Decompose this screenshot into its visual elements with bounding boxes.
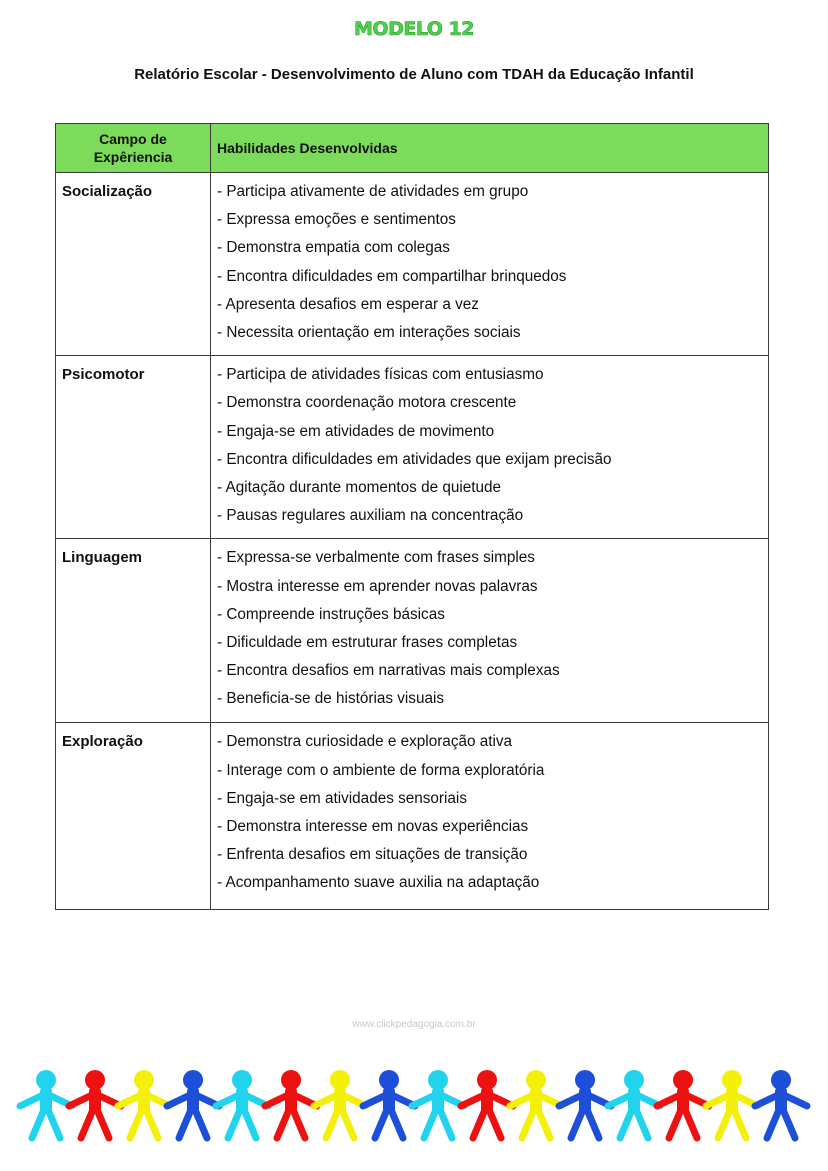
header-skills: Habilidades Desenvolvidas — [211, 124, 769, 173]
skill-item: - Demonstra interesse em novas experiências — [217, 818, 529, 836]
skill-item: - Demonstra curiosidade e exploração ativa — [217, 733, 513, 751]
skill-item: - Mostra interesse em aprender novas palavras — [217, 577, 538, 595]
person-figure-icon — [608, 1070, 660, 1138]
field-name: Psicomotor — [56, 356, 211, 539]
person-figure-icon — [755, 1070, 807, 1138]
person-figure-icon — [559, 1070, 611, 1138]
skill-item: - Engaja-se em atividades sensoriais — [217, 789, 467, 807]
table-row — [56, 356, 769, 539]
skill-item: - Interage com o ambiente de forma exploratória — [217, 761, 545, 779]
person-figure-icon — [657, 1070, 709, 1138]
person-figure-icon — [216, 1070, 268, 1138]
person-figure-icon — [167, 1070, 219, 1138]
skill-item: - Enfrenta desafios em situações de transição — [217, 846, 528, 864]
skills-cell — [211, 539, 769, 723]
skill-item: - Encontra dificuldades em compartilhar brinquedos — [217, 267, 567, 285]
header-field: Campo de Expêriencia — [56, 124, 211, 173]
person-figure-icon — [20, 1070, 72, 1138]
field-name: Exploração — [56, 723, 211, 910]
person-figure-icon — [461, 1070, 513, 1138]
skills-cell — [211, 173, 769, 356]
skills-cell — [211, 356, 769, 539]
skill-item: - Encontra dificuldades em atividades que exijam precisão — [217, 450, 612, 468]
document-title: Relatório Escolar - Desenvolvimento de Aluno com TDAH da Educação Infantil — [134, 66, 694, 83]
skill-item: - Encontra desafios em narrativas mais complexas — [217, 662, 560, 680]
skill-item: - Demonstra empatia com colegas — [217, 239, 450, 257]
person-figure-icon — [265, 1070, 317, 1138]
person-figure-icon — [69, 1070, 121, 1138]
field-name: Socialização — [56, 173, 211, 356]
table-row — [56, 539, 769, 723]
table-row — [56, 723, 769, 910]
skill-item: - Compreende instruções básicas — [217, 605, 445, 623]
skill-item: - Necessita orientação em interações sociais — [217, 324, 521, 342]
skill-item: - Dificuldade em estruturar frases completas — [217, 634, 518, 652]
person-figure-icon — [118, 1070, 170, 1138]
skill-item: - Pausas regulares auxiliam na concentração — [217, 507, 524, 525]
website-watermark: www.clickpedagogia.com.br — [352, 1019, 476, 1030]
person-figure-icon — [706, 1070, 758, 1138]
skill-item: - Demonstra coordenação motora crescente — [217, 394, 517, 412]
skill-item: - Expressa emoções e sentimentos — [217, 211, 456, 229]
skill-item: - Beneficia-se de histórias visuais — [217, 690, 445, 708]
person-figure-icon — [412, 1070, 464, 1138]
skill-item: - Expressa-se verbalmente com frases simples — [217, 549, 535, 567]
table-header-row — [56, 124, 769, 173]
skill-item: - Apresenta desafios em esperar a vez — [217, 295, 479, 313]
model-title: MODELO 12 — [354, 18, 474, 40]
skill-item: - Participa ativamente de atividades em grupo — [217, 183, 529, 200]
skill-item: - Acompanhamento suave auxilia na adaptação — [217, 874, 540, 892]
report-table — [55, 123, 769, 910]
person-figure-icon — [314, 1070, 366, 1138]
skill-item: - Agitação durante momentos de quietude — [217, 479, 502, 497]
skill-item: - Engaja-se em atividades de movimento — [217, 422, 495, 440]
field-name: Linguagem — [56, 539, 211, 723]
skill-item: - Participa de atividades físicas com entusiasmo — [217, 366, 544, 384]
paper-people-decoration — [0, 1068, 828, 1148]
table-row — [56, 173, 769, 356]
skills-cell — [211, 723, 769, 910]
person-figure-icon — [510, 1070, 562, 1138]
person-figure-icon — [363, 1070, 415, 1138]
